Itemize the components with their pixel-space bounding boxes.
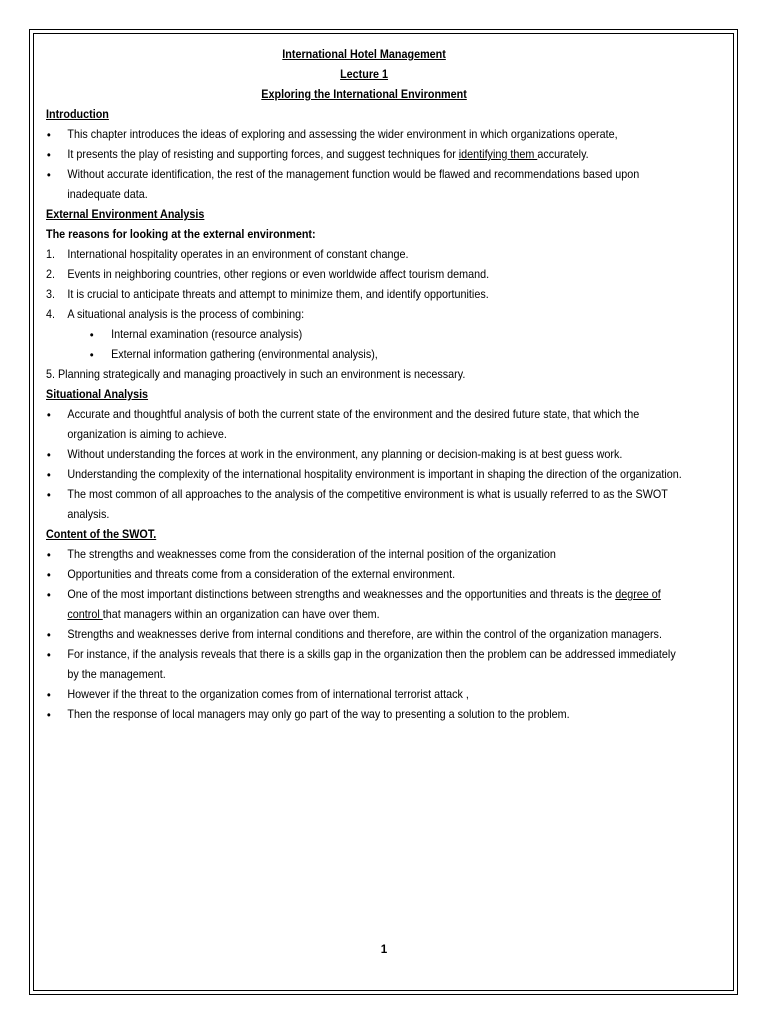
item-number: 3. (46, 288, 55, 301)
item-text: A situational analysis is the process of combining: (67, 308, 305, 321)
list-item: • Understanding the complexity of the international hospitality environment is important in shaping the direction of the organization. (46, 465, 682, 485)
sub-list-item: • External information gathering (environmental analysis), (46, 345, 682, 365)
item-text: Events in neighboring countries, other regions or even worldwide affect tourism demand. (67, 268, 490, 281)
item-text: International hospitality operates in an environment of constant change. (67, 248, 409, 261)
item-text: It is crucial to anticipate threats and attempt to minimize them, and identify opportunities. (67, 288, 489, 301)
reasons-label: The reasons for looking at the external environment: (46, 228, 316, 241)
numbered-item (46, 305, 682, 325)
list-item (46, 585, 682, 625)
list-item-text: One of the most important distinctions between strengths and weaknesses and the opportunities and threats is the (67, 588, 616, 601)
swot-heading: Content of the SWOT. (46, 528, 157, 541)
situational-analysis-heading: Situational Analysis (46, 388, 149, 401)
list-item: • Without accurate identification, the rest of the management function would be flawed and recommendations based upon inadequate data. (46, 165, 682, 205)
list-item: • Accurate and thoughtful analysis of both the current state of the environment and the desired future state, that which the organization is aiming to achieve. (46, 405, 682, 445)
list-item: • The strengths and weaknesses come from the consideration of the internal position of the organization (46, 545, 682, 565)
list-item: • Then the response of local managers may only go part of the way to presenting a solution to the problem. (46, 705, 682, 725)
numbered-item (46, 285, 682, 305)
list-item-text: accurately. (537, 148, 589, 161)
introduction-heading: Introduction (46, 108, 109, 121)
item-number: 2. (46, 268, 55, 281)
list-item: • The most common of all approaches to the analysis of the competitive environment is what is usually referred to as the SWOT analysis. (46, 485, 682, 525)
list-item (46, 145, 682, 165)
item-number: 1. (46, 248, 55, 261)
document-body (46, 45, 682, 725)
list-item: • For instance, if the analysis reveals that there is a skills gap in the organization then the problem can be addressed immediately by the management. (46, 645, 682, 685)
list-item: • Strengths and weaknesses derive from internal conditions and therefore, are within the control of the organization managers. (46, 625, 682, 645)
external-analysis-heading: External Environment Analysis (46, 208, 205, 221)
list-item-text: It presents the play of resisting and supporting forces, and suggest techniques for (67, 148, 459, 161)
list-item: • This chapter introduces the ideas of exploring and assessing the wider environment in which organizations operate, (46, 125, 682, 145)
list-item: • Without understanding the forces at work in the environment, any planning or decision-making is at best guess work. (46, 445, 682, 465)
sub-list-item: • Internal examination (resource analysis) (46, 325, 682, 345)
item-number: 4. (46, 308, 55, 321)
document-title: International Hotel Management (282, 48, 446, 61)
document-subtitle: Exploring the International Environment (261, 88, 467, 101)
page-number: 1 (380, 943, 388, 956)
numbered-item (46, 265, 682, 285)
lecture-label: Lecture 1 (340, 68, 389, 81)
numbered-item (46, 245, 682, 265)
list-item: • Opportunities and threats come from a consideration of the external environment. (46, 565, 682, 585)
list-item: • However if the threat to the organization comes from of international terrorist attack , (46, 685, 682, 705)
underlined-text: identifying them (458, 148, 538, 161)
numbered-item-5: 5. Planning strategically and managing proactively in such an environment is necessary. (46, 368, 466, 381)
list-item-text: that managers within an organization can have over them. (102, 608, 380, 621)
underlined-text: degree of control (67, 588, 661, 621)
